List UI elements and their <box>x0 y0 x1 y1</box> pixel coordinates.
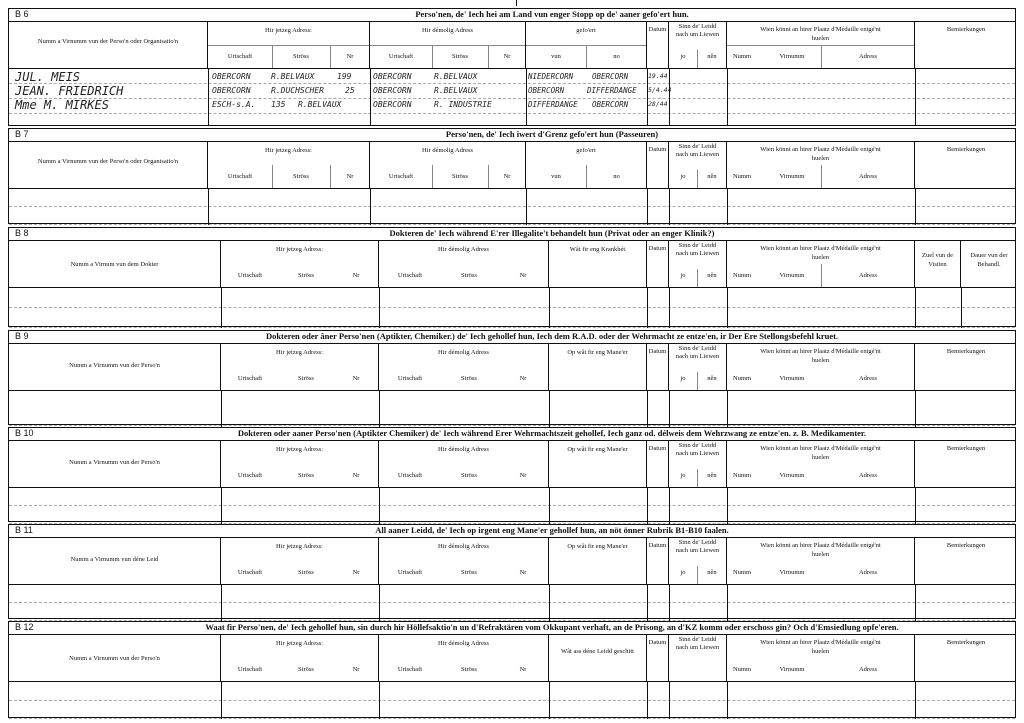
section-code: B 10 <box>15 428 34 438</box>
table-row[interactable] <box>9 603 1015 621</box>
life-risk-header: Sinn de' Leidd nach um Liewen jo nên <box>669 22 727 68</box>
section-b7 <box>8 128 1016 224</box>
table-row[interactable] <box>9 288 1015 308</box>
section-code: B 8 <box>15 228 29 238</box>
table-row[interactable] <box>9 207 1015 225</box>
section-b6-header <box>9 9 1015 22</box>
section-b6-body: JUL. MEIS OBERCORN R.BELVAUX 199 OBERCORN R.BELVAUX NIEDERCORN OBERCORN 19.44 JEAN. FRIEDRICH OBERCORN R.DUCHSCHER 25 OBERCORN R.BELVAUX OBERCORN DIFFERDANGE 5/4.44 Mme M. MIRKES ESCH-s.A. R.BELVAUX 135 OBERCORN R. INDUSTRIE DIFFERDANGE OBERCORN 28/44 <box>9 69 1015 126</box>
section-code: B 12 <box>15 622 34 632</box>
current-address-header: Hir jetzeg Adress: Urtschaft Ströss Nr <box>208 22 370 68</box>
table-header: Numm a Virnumm vun der Perso'n Hir jetzeg Adress: Urtschaft Ströss Nr Hir démolig Adress Urtschaft Ströss Nr Wât ass déne Leidd geschitt Datum Sinn de' Leidd nach um Liewen Wien könnt an hirer Plaatz d'Médaille entgé'nt huelen Numm Virnumm Adress Bemierkungen <box>9 635 1015 682</box>
section-title: Waat fir Perso'nen, de' Iech gehollef hun, sin durch hir Höllefsaktio'n un d'Refraktären vom Okkupant verhaft, an de Prisong, an d'KZ komm oder erschoss gin? Och d'Emsiedlung opfe'eren. <box>205 622 899 632</box>
date-header: Datum <box>647 22 669 68</box>
table-row[interactable] <box>9 99 1015 114</box>
section-code: B 11 <box>15 525 33 535</box>
form-page <box>8 8 1016 720</box>
name-column-header: Numm a Virnumm vun der Perso'n oder Organisatio'n <box>9 22 208 68</box>
section-code: B 7 <box>15 129 29 139</box>
remarks-header: Bemierkungen <box>946 26 986 33</box>
table-row[interactable] <box>9 391 1015 426</box>
table-row[interactable] <box>9 69 1015 84</box>
table-header: Numm a Virnumm vun der Perso'n Hir jetzeg Adress: Urtschaft Ströss Nr Hir démolig Adress Urtschaft Ströss Nr Op wât fir eng Mane'er Datum Sinn de' Leidd nach um Liewen jo nên Wien könnt an hirer Plaatz d'Médaille entgé'nt huelen Numm Virnumm Adress Bemierkungen <box>9 344 1015 391</box>
section-b9 <box>8 330 1016 425</box>
table-row[interactable] <box>9 585 1015 603</box>
handwritten-name: JEAN. FRIEDRICH <box>15 84 124 98</box>
medal-recipient-header: Wien könnt an hirer Plaatz d'Médaille entgé'nt huelen Numm Virnumm Adress <box>727 22 915 68</box>
table-row[interactable] <box>9 488 1015 506</box>
table-row[interactable] <box>9 682 1015 701</box>
section-code: B 9 <box>15 331 29 341</box>
table-row[interactable] <box>9 308 1015 328</box>
section-b10 <box>8 427 1016 522</box>
table-row[interactable] <box>9 189 1015 207</box>
table-row[interactable] <box>9 701 1015 719</box>
section-b8 <box>8 227 1016 327</box>
former-address-header: Hir démolig Adress Urtschaft Ströss Nr <box>370 22 526 68</box>
section-title: Perso'nen, de' Iech iwert d'Grenz gefo'ert hun (Passeuren) <box>445 129 659 139</box>
table-row[interactable] <box>9 114 1015 129</box>
handwritten-name: Mme M. MIRKES <box>15 98 109 112</box>
table-header <box>9 22 1015 69</box>
table-header: Numm a Virnum vun dem Dokter Hir jetzeg Adress: Urtschaft Ströss Nr Hir démolig Adress Urtschaft Ströss Nr Wât fir eng Krankhét Datum Sinn de' Leidd nach um Liewen jo nên Wien könnt an hirer Plaatz d'Médaille entgé'nt huelen Numm Virnumm Adress Zuel vun de Visiten Dauer vun der Behandl. <box>9 241 1015 288</box>
section-title: Dokteren de' Iech während E'rer Illegalite't behandelt hun (Privat oder an enger Klinik?) <box>389 228 715 238</box>
transport-header: gefo'ert vun no <box>526 22 647 68</box>
section-title: Dokteren oder âner Perso'nen (Aptikter, Chemiker.) de' Iech gehollef hun, Iech dem R.A.D. oder der Wehrmacht ze entze'en, ir Der Ere Stellongsbefehl kruet. <box>265 331 839 341</box>
table-header: Numm a Virnumm vun der Perso'n oder Organisatio'n Hir jetzeg Adress: Urtschaft Ströss Nr Hir démolig Adress Urtschaft Ströss Nr gefo'ert vun no Datum Sinn de' Leidd nach um Liewen jo nên Wien könnt an hirer Plaatz d'Médaille entgé'nt huelen Numm Virnumm Adress Bemierkungen <box>9 142 1015 189</box>
top-fold-mark <box>516 0 517 6</box>
section-b12 <box>8 621 1016 718</box>
table-header: Numm a Virnumm vun déne Leid Hir jetzeg Adress: Urtschaft Ströss Nr Hir démolig Adress Urtschaft Ströss Nr Op wât fir eng Mane'er Datum Sinn de' Leidd nach um Liewen jo nên Wien könnt an hirer Plaatz d'Médaille entgé'nt huelen Numm Virnumm Adress Bemierkungen <box>9 538 1015 585</box>
handwritten-name: JUL. MEIS <box>15 70 81 84</box>
table-row[interactable] <box>9 506 1015 524</box>
section-b6 <box>8 8 1016 126</box>
section-b11 <box>8 524 1016 619</box>
section-title: All aaner Leidd, de' Iech op irgent eng Mane'er gehollef hun, an nöt önner Rubrik B1-B10 faalen. <box>375 525 729 535</box>
section-title: Perso'nen, de' Iech hei am Land vun enger Stopp op de' aaner gefo'ert hun. <box>415 9 689 19</box>
table-row[interactable] <box>9 84 1015 99</box>
section-code: B 6 <box>15 9 29 19</box>
table-header: Numm a Virnumm vun der Perso'n Hir jetzeg Adress: Urtschaft Ströss Nr Hir démolig Adress Urtschaft Ströss Nr Op wât fir eng Mane'er Datum Sinn de' Leidd nach um Liewen jo nên Wien könnt an hirer Plaatz d'Médaille entgé'nt huelen Numm Virnumm Adress Bemierkungen <box>9 441 1015 488</box>
section-title: Dokteren oder aaner Perso'nen (Aptikter Chemiker) de' Iech während Erer Wehrmachtszeit gehollef, Iech ganz od. délweis dem Wehrzwang ze entze'en. z. B. Medikamenter. <box>237 428 867 438</box>
